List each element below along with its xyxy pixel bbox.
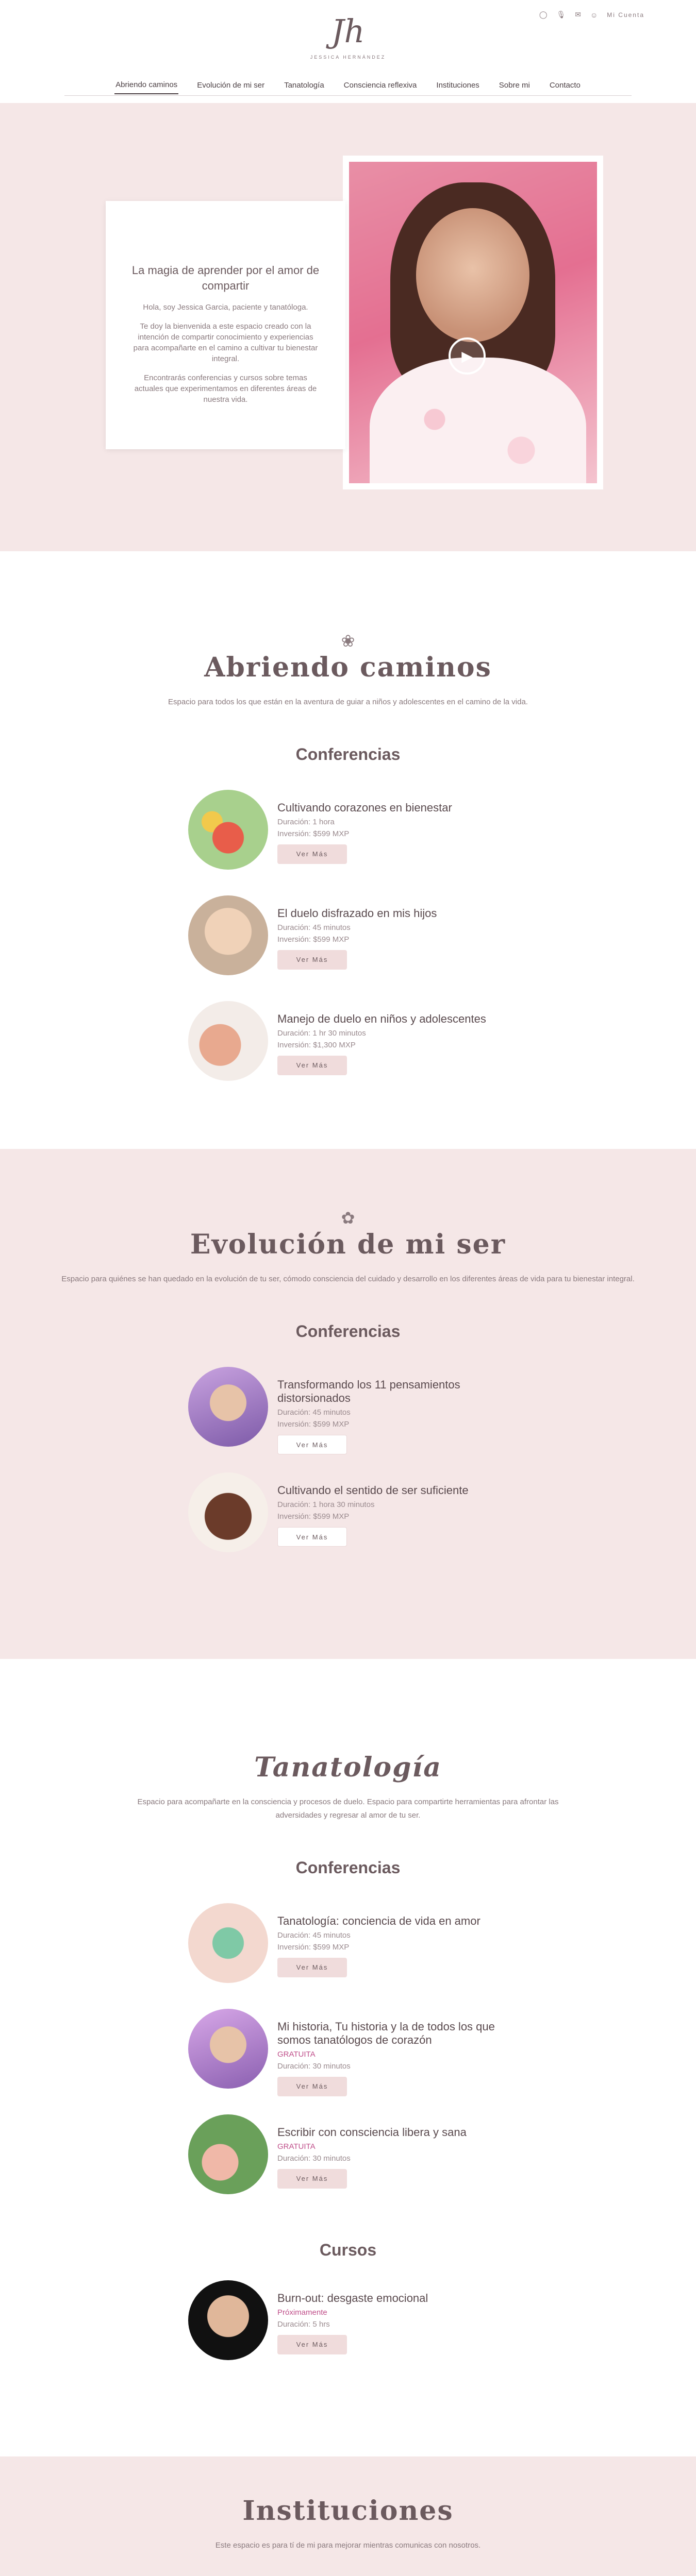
main-nav	[64, 75, 632, 96]
item-title[interactable]: Tanatología: conciencia de vida en amor	[277, 1914, 480, 1927]
item-thumbnail	[188, 1472, 268, 1552]
microphone-icon[interactable]: 🎙	[556, 10, 566, 19]
logo-mark: Jh	[331, 12, 365, 50]
hero-title: La magia de aprender por el amor de compartir	[131, 264, 320, 292]
item-duration: Duración: 30 minutos	[277, 2154, 351, 2163]
item-title[interactable]: Burn-out: desgaste emocional	[277, 2292, 428, 2304]
abriendo-section	[0, 551, 696, 1149]
abriendo-title: Abriendo caminos	[204, 652, 492, 683]
hero-section	[0, 103, 696, 551]
item-thumbnail	[188, 895, 268, 975]
evolucion-section	[0, 1149, 696, 1659]
top-icons	[539, 10, 644, 19]
nav-sobre-mi[interactable]: Sobre mi	[499, 81, 530, 90]
item-title[interactable]: Transformando los 11 pensamientos distorsionados	[277, 1378, 460, 1404]
list-item	[188, 1903, 508, 2009]
item-duration: Duración: 45 minutos	[277, 923, 351, 932]
item-price: Inversión: $599 MXP	[277, 935, 350, 944]
item-price: Inversión: $599 MXP	[277, 1420, 350, 1429]
tanatologia-title: Tanatología	[254, 1752, 442, 1783]
item-title[interactable]: Mi historia, Tu historia y la de todos los que somos tanatólogos de corazón	[277, 2020, 495, 2046]
ver-mas-button[interactable]: Ver Más	[277, 2169, 347, 2189]
ver-mas-button[interactable]: Ver Más	[277, 950, 347, 970]
nav-consciencia[interactable]: Consciencia reflexiva	[343, 81, 417, 90]
item-duration: Duración: 1 hr 30 minutos	[277, 1029, 366, 1038]
item-thumbnail	[188, 1903, 268, 1983]
item-price: Inversión: $599 MXP	[277, 1512, 350, 1521]
instituciones-title: Instituciones	[242, 2495, 454, 2527]
list-item	[188, 2280, 508, 2386]
item-duration: Duración: 1 hora 30 minutos	[277, 1500, 375, 1509]
hero-text-3: Encontrarás conferencias y cursos sobre temas actuales que experimentamos en diferentes áreas de nuestra vida.	[134, 374, 317, 404]
nav-contacto[interactable]: Contacto	[549, 81, 581, 90]
lotus-icon: ✿	[341, 1209, 355, 1227]
evolucion-title: Evolución de mi ser	[190, 1229, 506, 1260]
tanatologia-subtitle: Conferencias	[295, 1858, 401, 1877]
nav-tanatologia[interactable]: Tanatología	[284, 81, 324, 90]
instagram-icon[interactable]: ◯	[539, 10, 548, 19]
item-price: Inversión: $1,300 MXP	[277, 1041, 356, 1049]
item-title[interactable]: Manejo de duelo en niños y adolescentes	[277, 1012, 486, 1025]
item-free-badge: GRATUITA	[277, 2142, 316, 2151]
site-header	[0, 0, 696, 103]
nav-instituciones[interactable]: Instituciones	[436, 81, 479, 90]
item-thumbnail	[188, 1367, 268, 1447]
item-title[interactable]: Cultivando el sentido de ser suficiente	[277, 1484, 469, 1497]
logo[interactable]	[304, 8, 392, 65]
account-link[interactable]: Mi Cuenta	[607, 11, 644, 19]
nav-abriendo-caminos[interactable]: Abriendo caminos	[114, 76, 178, 94]
item-duration: Duración: 45 minutos	[277, 1931, 351, 1940]
hero-photo	[343, 156, 603, 489]
abriendo-desc: Espacio para todos los que están en la aventura de guiar a niños y adolescentes en el camino de la vida.	[168, 698, 528, 706]
evolucion-desc: Espacio para quiénes se han quedado en la evolución de tu ser, cómodo consciencia del cuidado y desarrollo en los diferentes áreas de vida para tu bienestar integral.	[61, 1275, 635, 1283]
cursos-subtitle: Cursos	[319, 2241, 377, 2259]
item-thumbnail	[188, 2009, 268, 2089]
ver-mas-button[interactable]: Ver Más	[277, 2335, 347, 2354]
abriendo-subtitle: Conferencias	[295, 745, 401, 764]
instituciones-desc: Este espacio es para tí de mi para mejorar mientras comunicas con nosotros.	[215, 2541, 481, 2550]
tanatologia-desc: Espacio para acompañarte en la consciencia y procesos de duelo. Espacio para compartirte herramientas para afrontar las adversidades y regresar al amor de tu ser.	[137, 1798, 559, 1820]
ver-mas-button[interactable]: Ver Más	[277, 1527, 347, 1547]
item-thumbnail	[188, 1001, 268, 1081]
ver-mas-button[interactable]: Ver Más	[277, 1958, 347, 1977]
logo-subtitle: JESSICA HERNÁNDEZ	[310, 55, 386, 60]
list-item	[188, 1472, 508, 1578]
tanatologia-section	[0, 1659, 696, 2456]
ver-mas-button[interactable]: Ver Más	[277, 844, 347, 864]
instituciones-section	[0, 2456, 696, 2576]
evolucion-subtitle: Conferencias	[295, 1322, 401, 1341]
item-free-badge: GRATUITA	[277, 2050, 316, 2059]
item-duration: Duración: 45 minutos	[277, 1408, 351, 1417]
nav-evolucion[interactable]: Evolución de mi ser	[197, 81, 265, 90]
list-item	[188, 1367, 508, 1472]
play-icon[interactable]: ▶	[449, 337, 486, 375]
list-item	[188, 895, 508, 1001]
item-price: Inversión: $599 MXP	[277, 829, 350, 838]
feather-icon: ❀	[341, 632, 355, 650]
item-thumbnail	[188, 2280, 268, 2360]
item-title[interactable]: Escribir con consciencia libera y sana	[277, 2126, 467, 2139]
list-item	[188, 1001, 508, 1107]
item-thumbnail	[188, 2114, 268, 2194]
item-title[interactable]: El duelo disfrazado en mis hijos	[277, 907, 437, 920]
item-title[interactable]: Cultivando corazones en bienestar	[277, 801, 452, 814]
hero-card	[106, 201, 345, 449]
item-price: Inversión: $599 MXP	[277, 1943, 350, 1952]
mail-icon[interactable]: ✉	[575, 10, 581, 19]
list-item	[188, 2009, 508, 2114]
ver-mas-button[interactable]: Ver Más	[277, 1435, 347, 1454]
list-item	[188, 2114, 508, 2220]
user-icon[interactable]: ☺	[590, 10, 598, 19]
item-duration: Duración: 1 hora	[277, 818, 335, 826]
hero-text-1: Hola, soy Jessica Garcia, paciente y tanatóloga.	[143, 303, 308, 312]
item-duration: Duración: 5 hrs	[277, 2320, 330, 2329]
list-item	[188, 790, 508, 895]
hero-text-2: Te doy la bienvenida a este espacio creado con la intención de compartir conocimiento y experiencias para acompañarte en el camino a cultivar tu bienestar integral.	[133, 322, 318, 363]
ver-mas-button[interactable]: Ver Más	[277, 1056, 347, 1075]
item-status: Próximamente	[277, 2308, 327, 2317]
ver-mas-button[interactable]: Ver Más	[277, 2077, 347, 2096]
item-duration: Duración: 30 minutos	[277, 2062, 351, 2071]
item-thumbnail	[188, 790, 268, 870]
